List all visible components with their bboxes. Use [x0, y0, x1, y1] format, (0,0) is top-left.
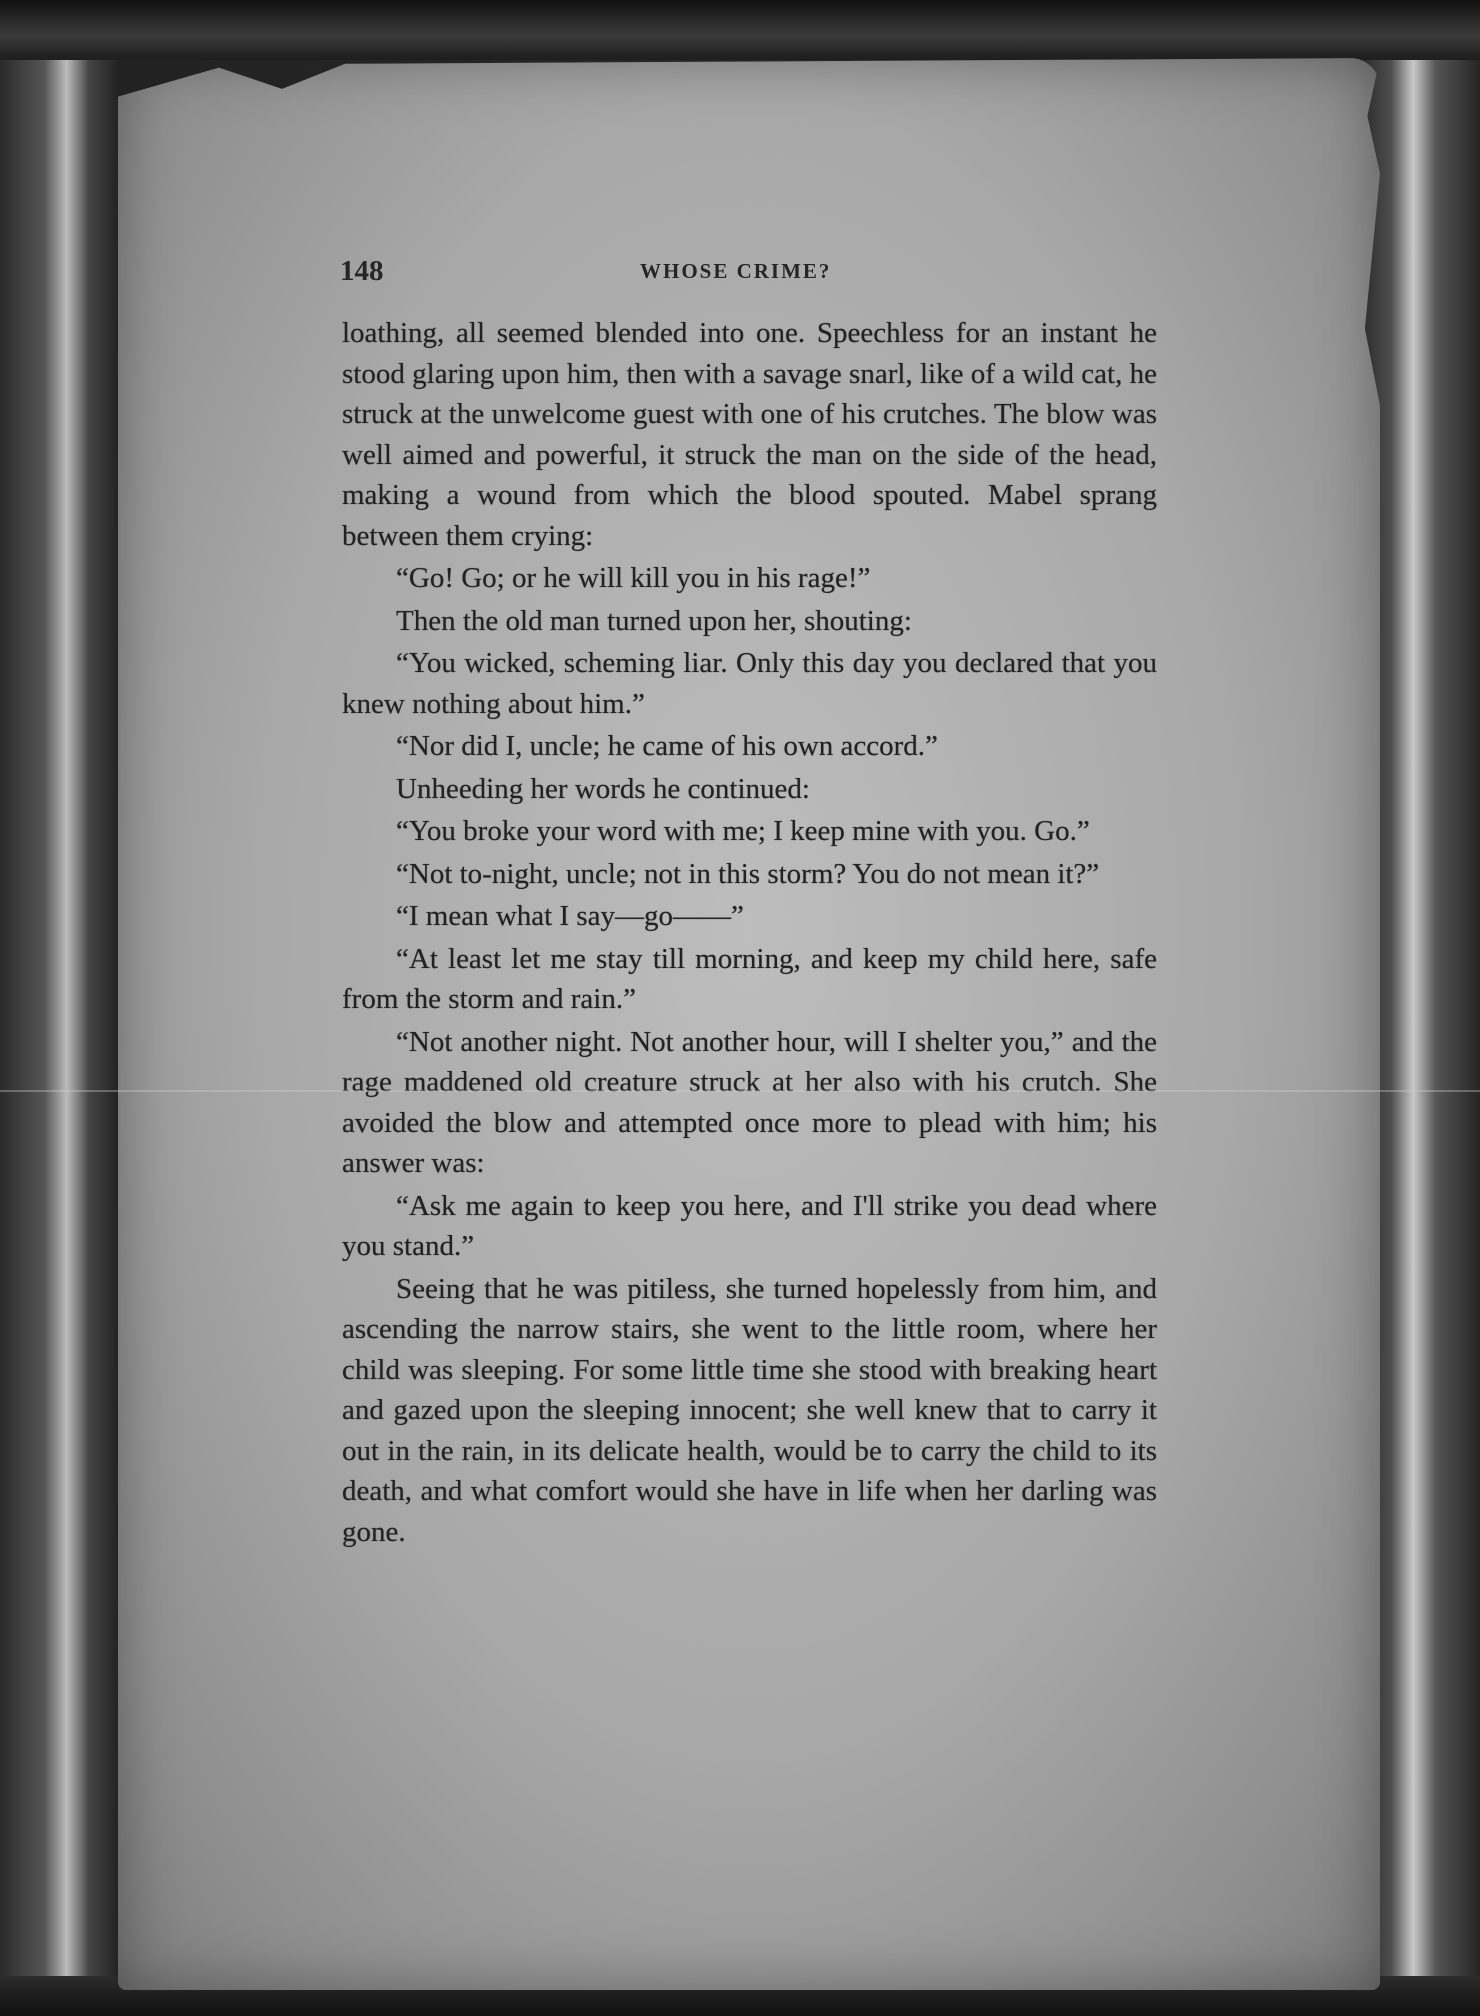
paragraph: “Go! Go; or he will kill you in his rage!”: [396, 562, 871, 594]
paragraph: Then the old man turned upon her, shouting:: [396, 604, 912, 637]
paragraph: “Nor did I, uncle; he came of his own accord.”: [396, 730, 938, 762]
paragraph: “Not another night. Not another hour, will I shelter you,” and the rage maddened old creature struck at her also with his crutch. She avoided the blow and attempted once more to plead with him; his answer was:: [342, 1025, 1157, 1179]
paragraph: loathing, all seemed blended into one. Speechless for an instant he stood glaring upon him, then with a savage snarl, like of a wild cat, he struck at the unwelcome guest with one of his crutches. The blow was well aimed and powerful, it struck the man on the side of the head, making a wound from which the blood spouted. Mabel sprang between them crying:: [342, 317, 1157, 552]
frame-top-edge: [0, 0, 1480, 60]
running-head: WHOSE CRIME?: [640, 259, 832, 283]
paragraph: “At least let me stay till morning, and keep my child here, safe from the storm and rain.”: [342, 942, 1157, 1015]
page-body: [342, 313, 1157, 1554]
page-header: [340, 255, 1160, 295]
paragraph: “You broke your word with me; I keep mine with you. Go.”: [396, 815, 1090, 847]
paragraph: “Not to-night, uncle; not in this storm? You do not mean it?”: [396, 857, 1100, 890]
page-number: 148: [340, 255, 384, 287]
paragraph: Seeing that he was pitiless, she turned hopelessly from him, and ascending the narrow stairs, she went to the little room, where her child was sleeping. For some little time she stood with breaking heart and gazed upon the sleeping innocent; she well knew that to carry it out in the rain, in its delicate health, would be to carry the child to its death, and what comfort would she have in life when her darling was gone.: [342, 1272, 1157, 1548]
paragraph: “You wicked, scheming liar. Only this day you declared that you knew nothing about him.”: [342, 647, 1157, 720]
paragraph: “I mean what I say—go——”: [396, 900, 744, 932]
scan-fold-line: [0, 1090, 1480, 1092]
paragraph: Unheeding her words he continued:: [396, 772, 810, 805]
paragraph: “Ask me again to keep you here, and I'll strike you dead where you stand.”: [342, 1189, 1157, 1262]
